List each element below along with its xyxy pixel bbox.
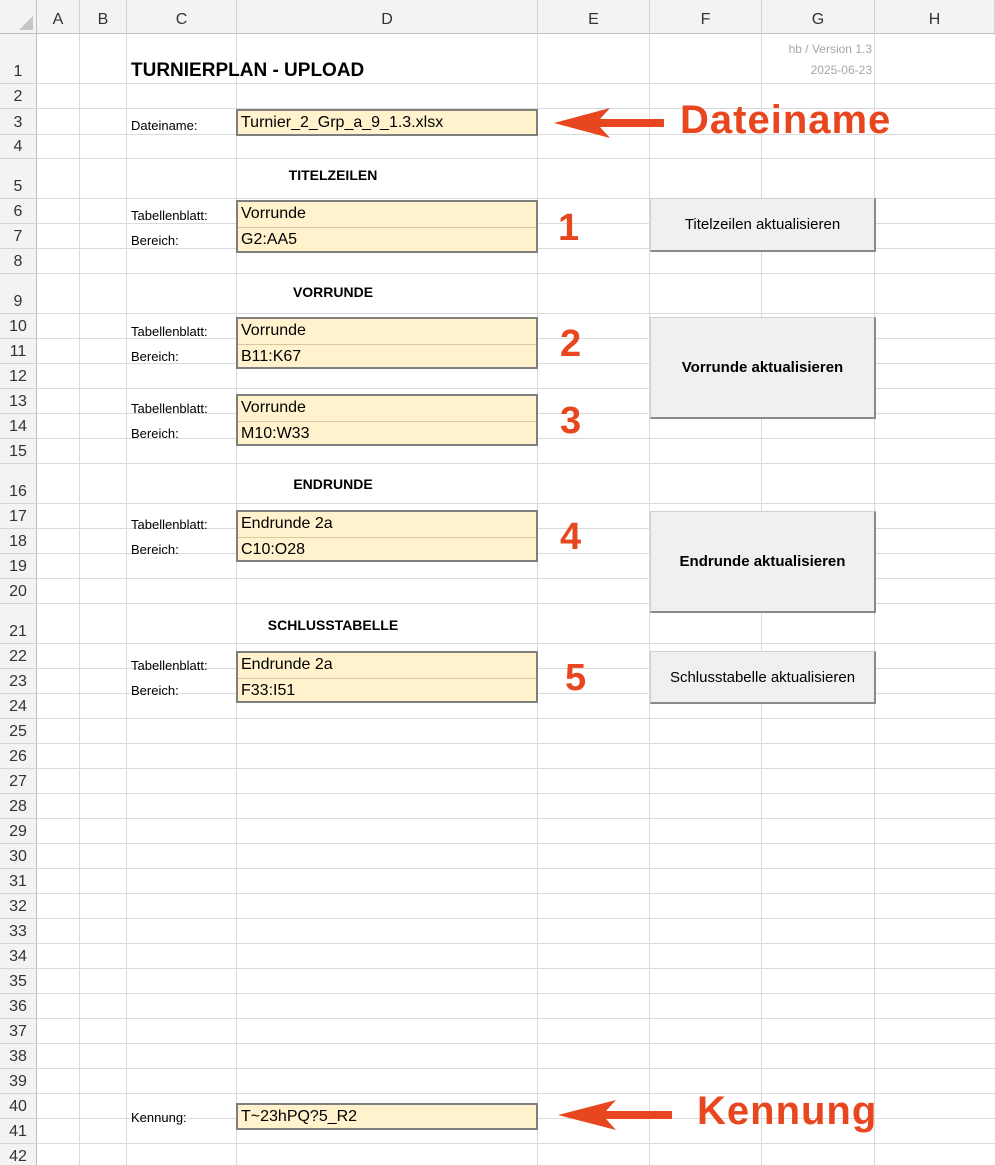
dateiname-value: Turnier_2_Grp_a_9_1.3.xlsx [241, 114, 444, 131]
block2-number: 2 [560, 323, 582, 365]
row-gridline [37, 893, 995, 894]
row-gridline [37, 83, 995, 84]
row-gridline [37, 768, 995, 769]
column-gridline [126, 34, 127, 1165]
block5-number: 5 [565, 657, 587, 699]
row-header-4[interactable]: 4 [0, 135, 37, 159]
row-header-21[interactable]: 21 [0, 604, 37, 644]
block2-range-label: Bereich: [131, 349, 179, 364]
endrunde-update-button[interactable]: Endrunde aktualisieren [650, 511, 876, 613]
column-header-d[interactable]: D [237, 0, 538, 34]
column-header-a[interactable]: A [37, 0, 80, 34]
row-gridline [37, 918, 995, 919]
row-header-35[interactable]: 35 [0, 969, 37, 994]
block3-inputs [236, 394, 538, 446]
column-header-f[interactable]: F [650, 0, 762, 34]
block5-range-input[interactable]: F33:I51 [241, 682, 296, 699]
row-gridline [37, 463, 995, 464]
row-header-16[interactable]: 16 [0, 464, 37, 504]
block1-range-input[interactable]: G2:AA5 [241, 231, 298, 248]
row-header-11[interactable]: 11 [0, 339, 37, 364]
kennung-input[interactable] [236, 1103, 538, 1130]
row-gridline [37, 1018, 995, 1019]
block5-range-label: Bereich: [131, 683, 179, 698]
block3-number: 3 [560, 400, 582, 442]
row-header-8[interactable]: 8 [0, 249, 37, 274]
page-title: TURNIERPLAN - UPLOAD [131, 60, 365, 81]
block3-sheet-label: Tabellenblatt: [131, 401, 208, 416]
row-header-39[interactable]: 39 [0, 1069, 37, 1094]
row-gridline [37, 843, 995, 844]
column-header-c[interactable]: C [127, 0, 237, 34]
block2-range-input[interactable]: B11:K67 [241, 348, 302, 365]
row-gridline [37, 643, 995, 644]
section-titelzeilen: TITELZEILEN [288, 167, 378, 183]
row-gridline [37, 818, 995, 819]
row-header-27[interactable]: 27 [0, 769, 37, 794]
row-header-37[interactable]: 37 [0, 1019, 37, 1044]
block4-range-input[interactable]: C10:O28 [241, 541, 306, 558]
row-header-34[interactable]: 34 [0, 944, 37, 969]
row-header-9[interactable]: 9 [0, 274, 37, 314]
column-gridline [79, 34, 80, 1165]
row-header-17[interactable]: 17 [0, 504, 37, 529]
select-all-corner[interactable] [0, 0, 37, 34]
block4-number: 4 [560, 516, 582, 558]
block1-inputs [236, 200, 538, 253]
row-header-32[interactable]: 32 [0, 894, 37, 919]
row-gridline [37, 993, 995, 994]
block2-inputs [236, 317, 538, 369]
kennung-value: T~23hPQ?5_R2 [241, 1108, 358, 1125]
row-gridline [37, 1068, 995, 1069]
row-header-20[interactable]: 20 [0, 579, 37, 604]
row-header-13[interactable]: 13 [0, 389, 37, 414]
section-endrunde: ENDRUNDE [293, 476, 373, 492]
arrow-left-icon [558, 1098, 674, 1132]
block5-sheet-label: Tabellenblatt: [131, 658, 208, 673]
row-header-25[interactable]: 25 [0, 719, 37, 744]
row-header-10[interactable]: 10 [0, 314, 37, 339]
row-header-1[interactable]: 1 [0, 34, 37, 84]
row-header-30[interactable]: 30 [0, 844, 37, 869]
row-header-12[interactable]: 12 [0, 364, 37, 389]
block3-sheet-input[interactable]: Vorrunde [241, 399, 306, 416]
column-header-h[interactable]: H [875, 0, 995, 34]
row-header-23[interactable]: 23 [0, 669, 37, 694]
block1-number: 1 [558, 207, 580, 249]
arrow-left-icon [554, 106, 666, 140]
column-header-e[interactable]: E [538, 0, 650, 34]
row-gridline [37, 943, 995, 944]
row-header-29[interactable]: 29 [0, 819, 37, 844]
kennung-annotation: Kennung [697, 1089, 878, 1133]
block5-inputs [236, 651, 538, 703]
row-gridline [37, 1043, 995, 1044]
version-label: hb / Version 1.3 [788, 42, 872, 56]
block4-range-label: Bereich: [131, 542, 179, 557]
block1-range-label: Bereich: [131, 233, 179, 248]
row-header-42[interactable]: 42 [0, 1144, 37, 1165]
row-header-14[interactable]: 14 [0, 414, 37, 439]
row-header-7[interactable]: 7 [0, 224, 37, 249]
row-header-18[interactable]: 18 [0, 529, 37, 554]
block1-sheet-label: Tabellenblatt: [131, 208, 208, 223]
row-header-26[interactable]: 26 [0, 744, 37, 769]
kennung-label: Kennung: [131, 1110, 187, 1125]
row-header-19[interactable]: 19 [0, 554, 37, 579]
row-header-5[interactable]: 5 [0, 159, 37, 199]
block1-sheet-input[interactable]: Vorrunde [241, 205, 306, 222]
block4-sheet-label: Tabellenblatt: [131, 517, 208, 532]
row-header-36[interactable]: 36 [0, 994, 37, 1019]
row-header-3[interactable]: 3 [0, 109, 37, 135]
dateiname-input[interactable] [236, 109, 538, 136]
row-gridline [37, 158, 995, 159]
row-gridline [37, 273, 995, 274]
column-header-b[interactable]: B [80, 0, 127, 34]
row-header-41[interactable]: 41 [0, 1119, 37, 1144]
block2-sheet-label: Tabellenblatt: [131, 324, 208, 339]
block3-range-label: Bereich: [131, 426, 179, 441]
row-header-22[interactable]: 22 [0, 644, 37, 669]
row-header-28[interactable]: 28 [0, 794, 37, 819]
column-header-g[interactable]: G [762, 0, 875, 34]
version-date: 2025-06-23 [810, 63, 872, 77]
row-gridline [37, 968, 995, 969]
block5-sheet-input[interactable]: Endrunde 2a [241, 656, 333, 673]
row-gridline [37, 313, 995, 314]
section-vorrunde: VORRUNDE [292, 284, 374, 300]
row-header-40[interactable]: 40 [0, 1094, 37, 1119]
row-header-38[interactable]: 38 [0, 1044, 37, 1069]
row-header-31[interactable]: 31 [0, 869, 37, 894]
block4-sheet-input[interactable]: Endrunde 2a [241, 515, 333, 532]
vorrunde-update-button[interactable]: Vorrunde aktualisieren [650, 317, 876, 419]
row-gridline [37, 793, 995, 794]
block4-inputs [236, 510, 538, 562]
schlusstabelle-update-button[interactable]: Schlusstabelle aktualisieren [650, 651, 876, 704]
block2-sheet-input[interactable]: Vorrunde [241, 322, 306, 339]
row-header-15[interactable]: 15 [0, 439, 37, 464]
dateiname-label: Dateiname: [131, 118, 198, 133]
row-gridline [37, 718, 995, 719]
row-header-6[interactable]: 6 [0, 199, 37, 224]
row-gridline [37, 1143, 995, 1144]
row-gridline [37, 743, 995, 744]
row-header-33[interactable]: 33 [0, 919, 37, 944]
block3-range-input[interactable]: M10:W33 [241, 425, 310, 442]
titelzeilen-update-button[interactable]: Titelzeilen aktualisieren [650, 198, 876, 252]
dateiname-annotation: Dateiname [680, 98, 892, 142]
row-header-2[interactable]: 2 [0, 84, 37, 109]
row-header-24[interactable]: 24 [0, 694, 37, 719]
section-schlusstabelle: SCHLUSSTABELLE [267, 617, 399, 633]
row-gridline [37, 503, 995, 504]
row-gridline [37, 868, 995, 869]
